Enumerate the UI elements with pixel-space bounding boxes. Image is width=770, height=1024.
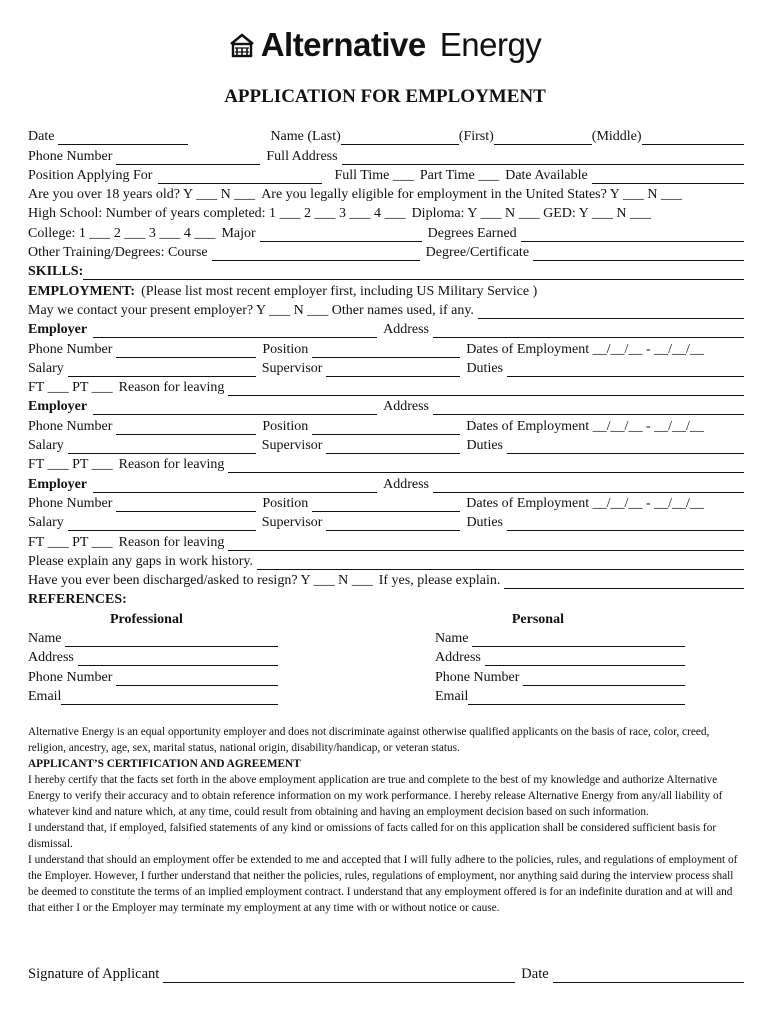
other-names-field[interactable] [478,305,744,319]
degrees-earned-label: Degrees Earned [427,225,517,241]
row-other-training [28,242,744,261]
reason-field[interactable] [228,537,744,551]
discharged-question: Have you ever been discharged/asked to resign? Y ___ N ___ [28,573,373,589]
supervisor-label: Supervisor [261,360,323,376]
ref-name-field[interactable] [472,633,685,647]
employer-label: Employer [28,322,88,338]
references-label: REFERENCES: [28,592,127,608]
supervisor-field[interactable] [326,517,460,531]
ref-phone-label: Phone Number [435,669,520,685]
salary-field[interactable] [68,440,256,454]
position-label: Position [262,418,309,434]
ref-address-field[interactable] [485,652,685,666]
address-label: Address [383,476,429,492]
employer-field[interactable] [93,479,377,493]
employer-3-reason-row [28,531,744,550]
duties-label: Duties [466,438,503,454]
skills-field[interactable] [83,266,744,280]
employer-field[interactable] [93,401,377,415]
signature-label: Signature of Applicant [28,966,160,982]
certification-paragraph-2: I understand that, if employed, falsified statements of any kind or omissions of facts called for on this application shall be considered sufficient basis for dismissal. [28,822,717,850]
logo-text-bold: Alternative [260,26,426,63]
employer-address-field[interactable] [433,401,744,415]
employer-label: Employer [28,476,88,492]
discharged-explain-field[interactable] [504,575,744,589]
references-column-heads [28,608,744,627]
ref-address-field[interactable] [78,652,278,666]
employer-2-reason-row [28,454,744,473]
row-discharged [28,570,744,589]
duties-label: Duties [466,515,503,531]
phone-label: Phone Number [28,418,113,434]
employer-phone-field[interactable] [116,421,256,435]
row-date-name [28,126,744,145]
dates-employment-label: Dates of Employment __/__/__ - __/__/__ [466,418,704,434]
first-label: (First) [458,129,494,145]
middle-label: (Middle) [591,129,642,145]
row-eligibility [28,184,744,203]
dates-employment-label: Dates of Employment __/__/__ - __/__/__ [466,341,704,357]
ref-name-field[interactable] [65,633,278,647]
employer-3-salary-row [28,512,744,531]
reason-label: Reason for leaving [118,457,225,473]
phone-label: Phone Number [28,148,113,164]
ft-pt-label: FT ___ PT ___ [28,534,113,550]
position-field[interactable] [312,421,460,435]
duties-field[interactable] [507,517,744,531]
supervisor-label: Supervisor [261,438,323,454]
full-time-label: Full Time ___ [334,167,414,183]
degree-cert-label: Degree/Certificate [425,245,530,261]
phone-label: Phone Number [28,495,113,511]
duties-label: Duties [466,360,503,376]
page-title: APPLICATION FOR EMPLOYMENT [224,86,546,107]
signature-field[interactable] [163,969,515,983]
row-high-school [28,203,744,222]
supervisor-field[interactable] [326,440,460,454]
certification-paragraph-1: I hereby certify that the facts set forth in the above employment application are true and complete to the best of my knowledge and authorize Alternative Energy to verify their accuracy and to obtain reference information on my work performance. I hereby release Alternative Energy from any/all liability of whatever kind and nature which, at any time, could result from obtaining and having an employment decision based on such information. [28,774,723,818]
phone-field[interactable] [116,151,260,165]
employment-label: EMPLOYMENT: [28,283,136,299]
part-time-label: Part Time ___ [419,167,500,183]
ref-email-label: Email [28,688,62,704]
ref-email-field[interactable] [468,691,685,705]
position-applying-label: Position Applying For [28,167,153,183]
ref-name-label: Name [28,631,62,647]
row-gaps [28,551,744,570]
position-label: Position [262,495,309,511]
employer-1-reason-row [28,377,744,396]
certification-heading: APPLICANT’S CERTIFICATION AND AGREEMENT [28,758,301,770]
employer-2-row [28,396,744,415]
employer-address-field[interactable] [433,324,744,338]
position-label: Position [262,341,309,357]
row-skills [28,261,744,280]
supervisor-field[interactable] [326,363,460,377]
employer-address-field[interactable] [433,479,744,493]
last-name-field[interactable] [341,131,459,145]
ft-pt-label: FT ___ PT ___ [28,380,113,396]
employer-label: Employer [28,399,88,415]
address-label: Address [383,322,429,338]
gaps-field[interactable] [257,556,744,570]
legal-text [28,724,744,916]
salary-field[interactable] [68,517,256,531]
salary-label: Salary [28,360,64,376]
major-label: Major [221,225,256,241]
employer-2-phone-row [28,415,744,434]
company-logo [0,26,770,64]
employer-1-row [28,319,744,338]
eeo-statement: Alternative Energy is an equal opportunity employer and does not discriminate against otherwise qualified applicants on the basis of race, color, creed, religion, ancestry, age, sex, marital status, national origin, disability/handicap, or veteran status. [28,726,710,754]
employer-phone-field[interactable] [116,344,256,358]
ref-phone-field[interactable] [523,672,685,686]
first-name-field[interactable] [494,131,592,145]
reason-label: Reason for leaving [118,380,225,396]
employer-1-salary-row [28,358,744,377]
row-employment-heading [28,280,744,299]
date-available-field[interactable] [592,170,744,184]
ref-address-label: Address [28,650,74,666]
certification-paragraph-3: I understand that should an employment offer be extended to me and accepted that I will fully adhere to the policies, rules, and regulations of employment of the Employer. However, I further understand that neither the policies, rules, regulations of employment, nor anything said during the interview process shall be deemed to constitute the terms of an implied employment contract. I understand that any employment offered is for an indefinite duration and at will and that either I or the Employer may terminate my employment at any time with or without notice or cause. [28,854,738,914]
ref-name-label: Name [435,631,469,647]
name-last-label: Name (Last) [270,129,341,145]
signature-date-field[interactable] [553,969,744,983]
high-school-label: High School: Number of years completed: 1 ___ 2 ___ 3 ___ 4 ___ [28,206,406,222]
reason-label: Reason for leaving [118,534,225,550]
college-label: College: 1 ___ 2 ___ 3 ___ 4 ___ [28,225,216,241]
position-field[interactable] [312,498,460,512]
date-available-label: Date Available [505,167,588,183]
phone-label: Phone Number [28,341,113,357]
employer-2-salary-row [28,435,744,454]
employment-note: (Please list most recent employer first, including US Military Service ) [141,283,538,299]
other-training-label: Other Training/Degrees: Course [28,245,208,261]
ref-address-label: Address [435,650,481,666]
references-columns [28,628,744,705]
employer-field[interactable] [93,324,377,338]
reason-field[interactable] [228,459,744,473]
address-label: Address [383,399,429,415]
middle-name-field[interactable] [642,131,744,145]
row-references [28,589,744,608]
salary-label: Salary [28,438,64,454]
row-phone-address [28,145,744,164]
ft-pt-label: FT ___ PT ___ [28,457,113,473]
ref-phone-field[interactable] [116,672,278,686]
supervisor-label: Supervisor [261,515,323,531]
employer-1-phone-row [28,338,744,357]
course-field[interactable] [212,247,420,261]
position-applying-field[interactable] [158,170,322,184]
dates-employment-label: Dates of Employment __/__/__ - __/__/__ [466,495,704,511]
diploma-label: Diploma: Y ___ N ___ GED: Y ___ N ___ [411,206,651,222]
degree-cert-field[interactable] [533,247,744,261]
major-field[interactable] [260,228,422,242]
employer-3-row [28,473,744,492]
salary-field[interactable] [68,363,256,377]
skills-label: SKILLS: [28,264,84,280]
contact-employer-question: May we contact your present employer? Y ___ N ___ Other names used, if any. [28,302,474,318]
position-field[interactable] [312,344,460,358]
row-position [28,165,744,184]
date-label: Date [28,129,55,145]
signature-row [28,966,744,983]
row-college [28,222,744,241]
duties-field[interactable] [507,440,744,454]
if-yes-label: If yes, please explain. [378,573,501,589]
professional-reference [28,628,278,705]
personal-heading: Personal [511,611,564,627]
professional-heading: Professional [110,611,183,627]
reason-field[interactable] [228,382,744,396]
ref-phone-label: Phone Number [28,669,113,685]
full-address-field[interactable] [342,151,744,165]
eligible-question: Are you legally eligible for employment in the United States? Y ___ N ___ [261,187,683,203]
application-form [28,126,744,705]
employer-3-phone-row [28,493,744,512]
row-contact-employer [28,300,744,319]
over-18-question: Are you over 18 years old? Y ___ N ___ [28,187,256,203]
degrees-earned-field[interactable] [521,228,744,242]
ref-email-label: Email [435,688,469,704]
date-field[interactable] [58,131,188,145]
salary-label: Salary [28,515,64,531]
ref-email-field[interactable] [61,691,278,705]
duties-field[interactable] [507,363,744,377]
solar-house-icon [229,32,255,58]
signature-date-label: Date [521,966,549,982]
employer-phone-field[interactable] [116,498,256,512]
gaps-question: Please explain any gaps in work history. [28,553,253,569]
logo-text-light: Energy [439,26,542,63]
full-address-label: Full Address [266,148,338,164]
personal-reference [435,628,685,705]
